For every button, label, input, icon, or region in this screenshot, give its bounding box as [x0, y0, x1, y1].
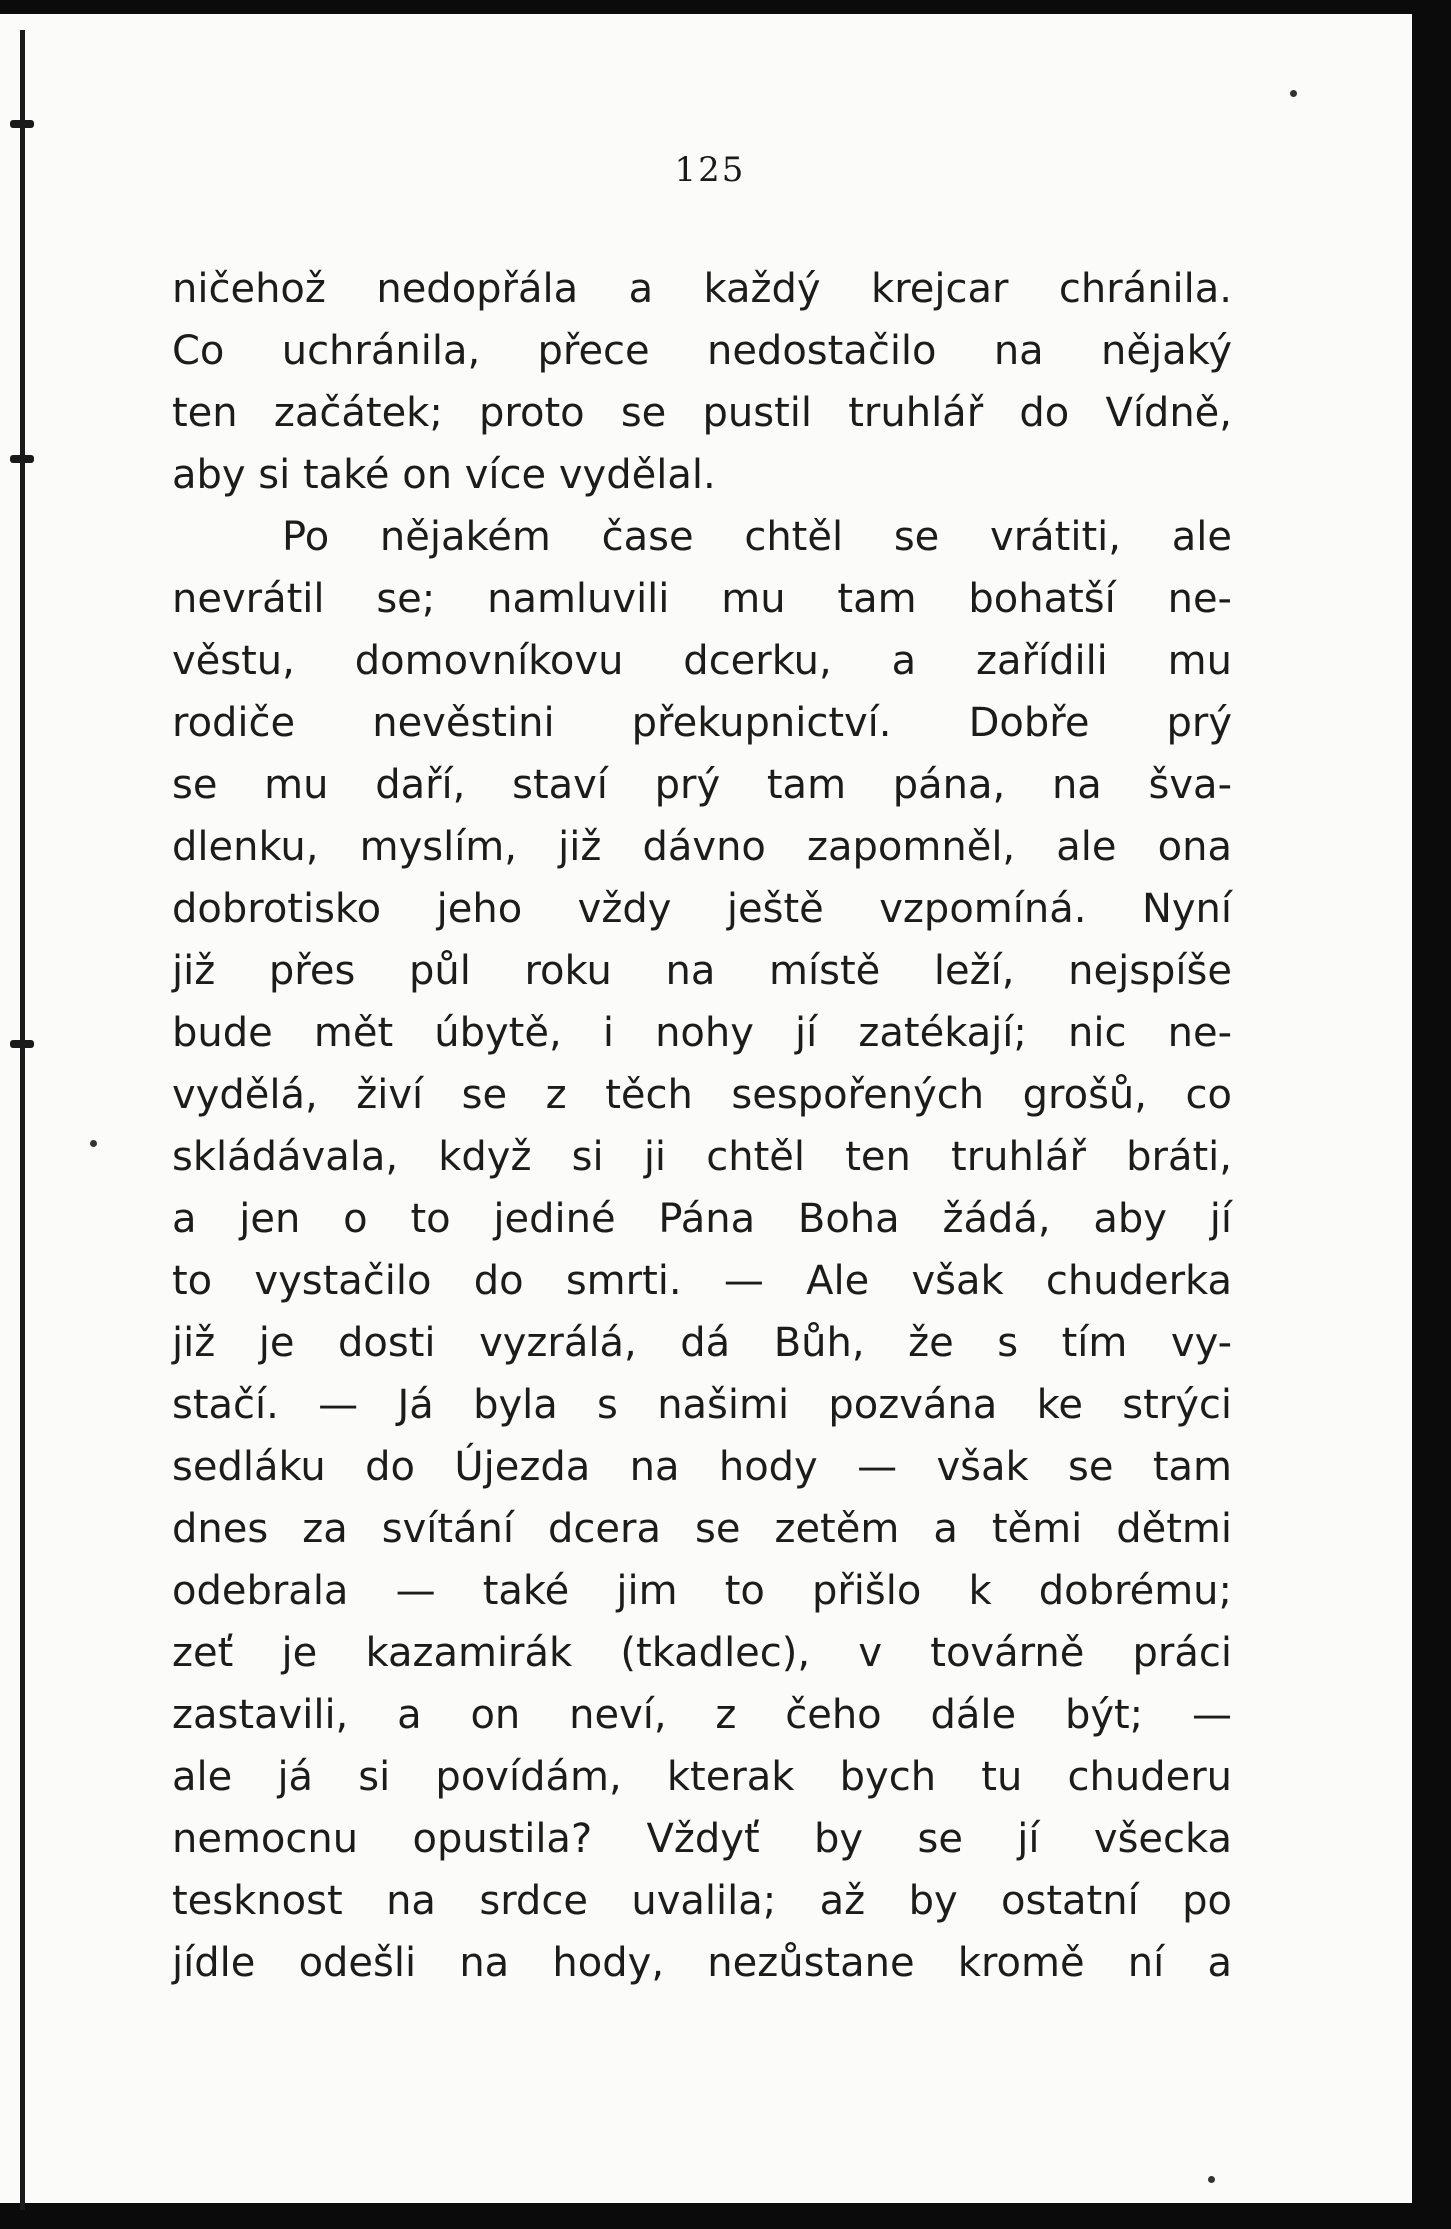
scan-speck	[1208, 2176, 1215, 2183]
scan-border-right	[1412, 0, 1451, 2229]
text-line: se mu daří, staví prý tam pána, na šva-	[172, 762, 1232, 808]
text-line: nevrátil se; namluvili mu tam bohatší ne-	[172, 576, 1232, 622]
text-line: ale já si povídám, kterak bych tu chuderu	[172, 1754, 1232, 1800]
scan-border-top	[0, 0, 1451, 14]
text-line: dlenku, myslím, již dávno zapomněl, ale ona	[172, 824, 1232, 870]
text-line: ten začátek; proto se pustil truhlář do Vídně,	[172, 390, 1232, 436]
binding-mark	[10, 120, 34, 128]
body-text	[172, 258, 1232, 1994]
text-line: to vystačilo do smrti. — Ale však chuderka	[172, 1258, 1232, 1304]
page-number: 125	[674, 150, 746, 190]
text-line: jídle odešli na hody, nezůstane kromě ní a	[172, 1940, 1232, 1986]
text-line: zastavili, a on neví, z čeho dále být; —	[172, 1692, 1232, 1738]
text-line: dobrotisko jeho vždy ještě vzpomíná. Nyní	[172, 886, 1232, 932]
text-line: stačí. — Já byla s našimi pozvána ke strýci	[172, 1382, 1232, 1428]
text-line: věstu, domovníkovu dcerku, a zařídili mu	[172, 638, 1232, 684]
text-line: skládávala, když si ji chtěl ten truhlář bráti,	[172, 1134, 1232, 1180]
text-line: bude mět úbytě, i nohy jí zatékají; nic ne-	[172, 1010, 1232, 1056]
scan-border-bottom	[0, 2203, 1451, 2229]
page-binding-edge	[20, 30, 25, 2210]
text-line: a jen o to jediné Pána Boha žádá, aby jí	[172, 1196, 1232, 1242]
text-line: dnes za svítání dcera se zetěm a těmi dětmi	[172, 1506, 1232, 1552]
text-line: sedláku do Újezda na hody — však se tam	[172, 1444, 1232, 1490]
text-line: ničehož nedopřála a každý krejcar chránila.	[172, 266, 1232, 312]
text-line: vydělá, živí se z těch sespořených grošů, co	[172, 1072, 1232, 1118]
scan-speck	[90, 1140, 97, 1147]
binding-mark	[10, 1040, 34, 1048]
scan-speck	[1290, 90, 1297, 97]
text-line: odebrala — také jim to přišlo k dobrému;	[172, 1568, 1232, 1614]
text-line: tesknost na srdce uvalila; až by ostatní po	[172, 1878, 1232, 1924]
text-line: již přes půl roku na místě leží, nejspíše	[172, 948, 1232, 994]
text-line: již je dosti vyzrálá, dá Bůh, že s tím vy-	[172, 1320, 1232, 1366]
text-line: nemocnu opustila? Vždyť by se jí všecka	[172, 1816, 1232, 1862]
text-line: Po nějakém čase chtěl se vrátiti, ale	[282, 514, 1232, 560]
text-line: Co uchránila, přece nedostačilo na nějaký	[172, 328, 1232, 374]
text-line: rodiče nevěstini překupnictví. Dobře prý	[172, 700, 1232, 746]
text-line: zeť je kazamirák (tkadlec), v továrně práci	[172, 1630, 1232, 1676]
text-line: aby si také on více vydělal.	[172, 452, 716, 498]
binding-mark	[10, 455, 34, 463]
